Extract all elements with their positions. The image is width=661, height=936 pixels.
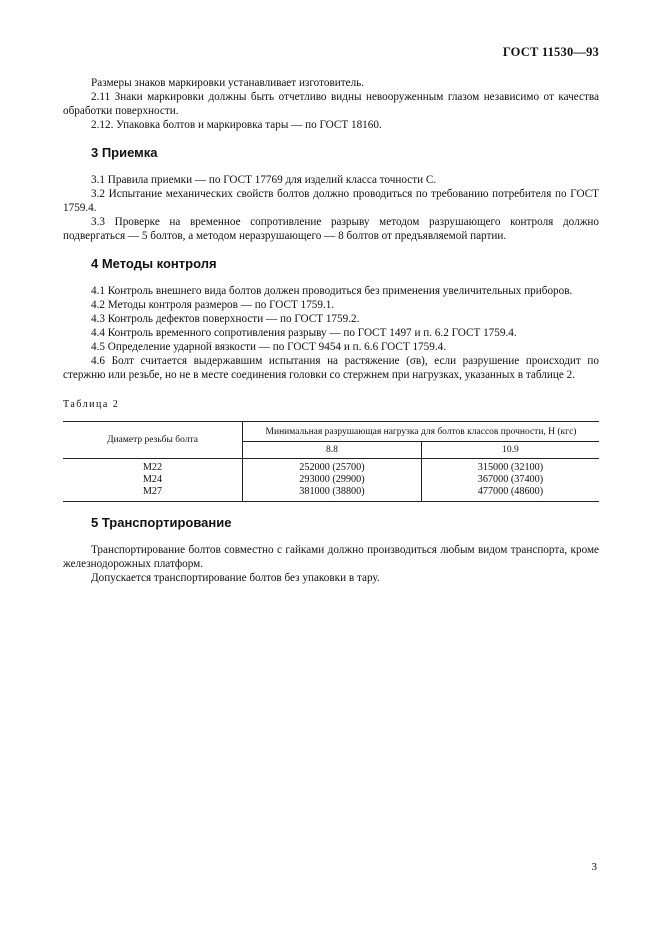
paragraph: 2.12. Упаковка болтов и маркировка тары — по ГОСТ 18160. (91, 119, 382, 131)
table-caption: Таблица 2 (63, 399, 120, 410)
column-header-class-8-8: 8.8 (243, 442, 422, 459)
table-cell-loads-8-8: 252000 (25700) 293000 (29900) 381000 (38800) (243, 459, 422, 502)
paragraph: 4.4 Контроль временного сопротивления разрыву — по ГОСТ 1497 и п. 6.2 ГОСТ 1759.4. (91, 327, 517, 339)
paragraph: 4.5 Определение ударной вязкости — по ГОСТ 9454 и п. 6.6 ГОСТ 1759.4. (91, 341, 447, 353)
section-heading-transport: 5 Транспортирование (91, 515, 232, 530)
table-cell-diameters: М22 М24 М27 (63, 459, 243, 502)
paragraph: 2.11 Знаки маркировки должны быть отчетливо видны невооруженным глазом независимо от качества обработки поверхности. (63, 91, 599, 117)
column-header-class-10-9: 10.9 (421, 442, 599, 459)
column-header-min-load: Минимальная разрушающая нагрузка для болтов классов прочности, Н (кгс) (243, 422, 600, 442)
load-table (63, 421, 599, 502)
paragraph: Размеры знаков маркировки устанавливает изготовитель. (91, 77, 365, 89)
paragraph: Транспортирование болтов совместно с гайками должно производиться любым видом транспорта, кроме железнодорожных платформ. (63, 544, 599, 570)
paragraph: 4.3 Контроль дефектов поверхности — по ГОСТ 1759.2. (91, 313, 360, 325)
page-content (63, 76, 599, 585)
paragraph: 4.2 Методы контроля размеров — по ГОСТ 1759.1. (91, 299, 335, 311)
paragraph: 4.1 Контроль внешнего вида болтов должен проводиться без применения увеличительных приборов. (91, 285, 573, 297)
column-header-diameter: Диаметр резьбы болта (63, 422, 243, 459)
table-cell-loads-10-9: 315000 (32100) 367000 (37400) 477000 (48600) (421, 459, 599, 502)
paragraph: 3.3 Проверке на временное сопротивление разрыву методом разрушающего контроля должно подвергаться — 5 болтов, а методом неразрушающего — 8 болтов от предъявляемой партии. (63, 216, 599, 242)
section-heading-test-methods: 4 Методы контроля (91, 256, 217, 271)
section-heading-acceptance: 3 Приемка (91, 145, 158, 160)
paragraph: 4.6 Болт считается выдержавшим испытания на растяжение (σв), если разрушение происходит по стержню или резьбе, но не в месте соединения головки со стержнем при нагрузках, указанных в таблице 2. (63, 355, 599, 381)
paragraph: 3.2 Испытание механических свойств болтов должно проводиться по требованию потребителя по ГОСТ 1759.4. (63, 188, 599, 214)
page-number: 3 (591, 861, 597, 873)
paragraph: Допускается транспортирование болтов без упаковки в тару. (91, 572, 380, 584)
document-code-header: ГОСТ 11530—93 (502, 45, 599, 59)
paragraph: 3.1 Правила приемки — по ГОСТ 17769 для изделий класса точности С. (91, 174, 437, 186)
